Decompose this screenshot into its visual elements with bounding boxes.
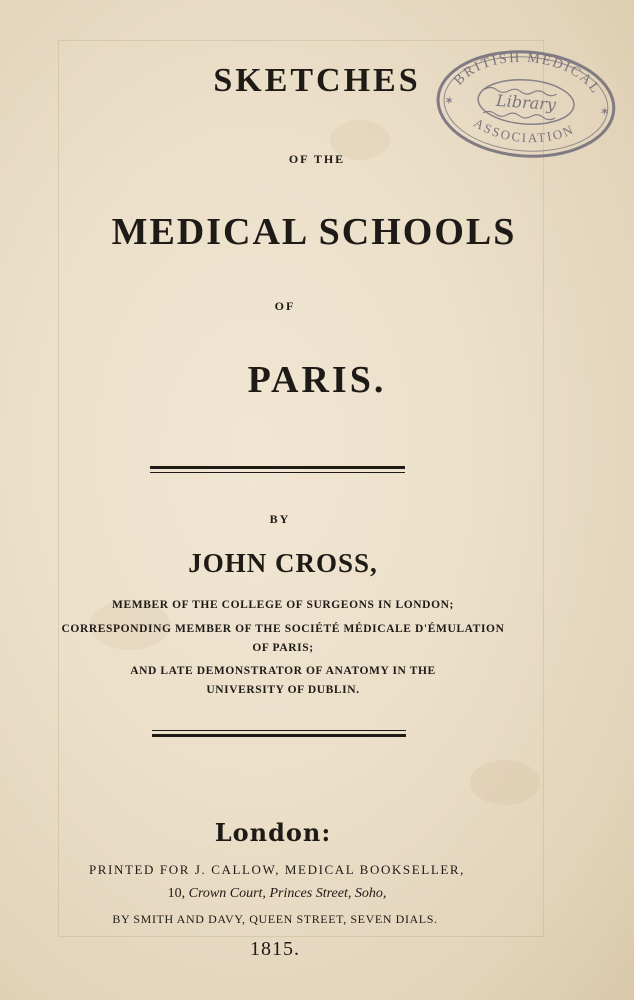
paper-stain [470,760,540,805]
address-court: Crown Court, [188,886,266,901]
author-name: JOHN CROSS, [188,548,378,578]
stamp-seal-icon [428,38,624,169]
credential-line: OF PARIS; [252,642,314,654]
credential-line: UNIVERSITY OF DUBLIN. [206,684,360,696]
address-area: Soho, [354,886,387,901]
title-paris: PARIS. [247,359,387,401]
address-number: 10, [167,886,186,901]
page-border [58,40,544,937]
imprint-printer: BY SMITH AND DAVY, QUEEN STREET, SEVEN DIALS. [112,912,438,926]
svg-text:✶: ✶ [443,93,455,108]
imprint-address [0,886,594,902]
svg-text:BRITISH MEDICAL: BRITISH MEDICAL [451,50,604,98]
address-street: Princes Street, [269,886,352,901]
library-stamp [428,38,624,169]
svg-text:ASSOCIATION: ASSOCIATION [471,114,577,146]
credential-line: MEMBER OF THE COLLEGE OF SURGEONS IN LONDON; [112,599,454,611]
title-sketches: SKETCHES [213,62,421,99]
title-of: OF [274,299,296,313]
credential-line: CORRESPONDING MEMBER OF THE SOCIÉTÉ MÉDICALE D'ÉMULATION [61,623,505,635]
byline-by: BY [269,512,291,526]
title-of-the: OF THE [288,152,346,166]
svg-text:Library: Library [495,90,557,115]
imprint-printed-for: PRINTED FOR J. CALLOW, MEDICAL BOOKSELLER, [88,862,466,877]
title-medical-schools: MEDICAL SCHOOLS [111,211,517,253]
imprint-place: London: [214,818,332,847]
imprint-year: 1815. [250,938,300,960]
credential-line: AND LATE DEMONSTRATOR OF ANATOMY IN THE [130,665,436,677]
svg-text:✶: ✶ [599,104,611,119]
